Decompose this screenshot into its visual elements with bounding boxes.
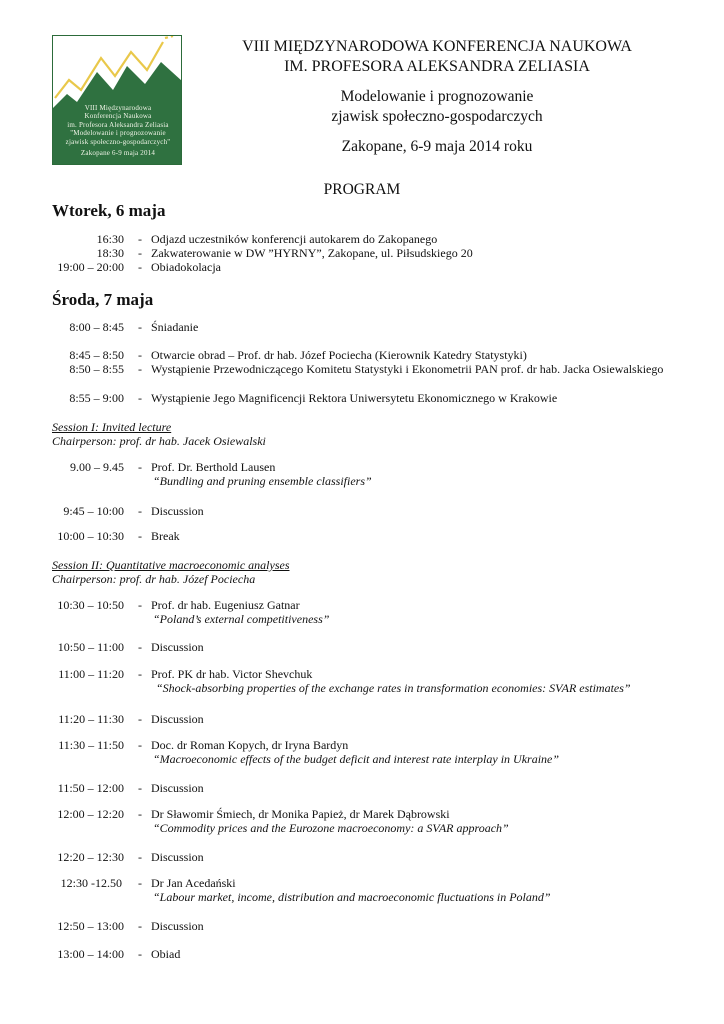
row-text (151, 738, 721, 766)
row-dash: - (138, 260, 142, 274)
row-time: 12:50 – 13:00 (57, 919, 124, 933)
session-title: Session II: Quantitative macroeconomic analyses (52, 558, 290, 572)
row-dash: - (138, 947, 142, 961)
row-dash: - (138, 232, 142, 246)
logo-line: zjawisk społeczno-gospodarczych" (65, 137, 171, 146)
day-heading-wednesday: Środa, 7 maja (52, 290, 154, 309)
row-text: Wystąpienie Jego Magnificencji Rektora Uniwersytetu Ekonomicznego w Krakowie (151, 391, 558, 405)
speaker: Dr Jan Acedański (151, 876, 236, 890)
logo-line: Konferencja Naukowa (84, 112, 152, 121)
row-time: 19:00 – 20:00 (57, 260, 124, 274)
row-dash: - (138, 738, 142, 752)
row-dash: - (138, 667, 142, 681)
row-text (151, 876, 721, 904)
row-time: 8:00 – 8:45 (69, 320, 124, 334)
row-text: Śniadanie (151, 320, 199, 334)
speaker: Doc. dr Roman Kopych, dr Iryna Bardyn (151, 738, 349, 752)
row-time: 8:55 – 9:00 (69, 391, 124, 405)
conference-subtitle (200, 87, 674, 127)
title-line-2: IM. PROFESORA ALEKSANDRA ZELIASIA (284, 58, 590, 75)
speaker: Prof. Dr. Berthold Lausen (151, 460, 276, 474)
row-text (151, 667, 721, 695)
row-time: 8:45 – 8:50 (69, 348, 124, 362)
row-time: 12:20 – 12:30 (57, 850, 124, 864)
row-time: 11:30 – 11:50 (58, 738, 124, 752)
row-text: Otwarcie obrad – Prof. dr hab. Józef Pociecha (Kierownik Katedry Statystyki) (151, 348, 527, 362)
row-text: Discussion (151, 850, 204, 864)
row-time: 10:00 – 10:30 (57, 529, 124, 543)
row-text: Discussion (151, 712, 204, 726)
row-text: Zakwaterowanie w DW ”HYRNY”, Zakopane, ul. Piłsudskiego 20 (151, 246, 473, 260)
title-line-1: VIII MIĘDZYNARODOWA KONFERENCJA NAUKOWA (242, 38, 632, 55)
talk-title: “Commodity prices and the Eurozone macroeconomy: a SVAR approach” (153, 821, 509, 835)
speaker: Dr Sławomir Śmiech, dr Monika Papież, dr Marek Dąbrowski (151, 807, 450, 821)
row-dash: - (138, 712, 142, 726)
row-dash: - (138, 850, 142, 864)
day-heading-tuesday: Wtorek, 6 maja (52, 201, 166, 220)
row-time: 16:30 (96, 232, 124, 246)
talk-title: “Labour market, income, distribution and macroeconomic fluctuations in Poland” (153, 890, 551, 904)
row-dash: - (138, 504, 142, 518)
row-time: 11:20 – 11:30 (58, 712, 124, 726)
row-dash: - (138, 781, 142, 795)
place-date: Zakopane, 6-9 maja 2014 roku (341, 138, 533, 155)
row-text (151, 460, 721, 488)
session-chair: Chairperson: prof. dr hab. Józef Pociecha (52, 572, 256, 586)
talk-title: “Macroeconomic effects of the budget deficit and interest rate interplay in Ukraine” (153, 752, 560, 766)
row-time: 12:00 – 12:20 (57, 807, 124, 821)
row-time: 10:30 – 10:50 (57, 598, 124, 612)
row-time: 9:45 – 10:00 (63, 504, 124, 518)
row-text: Odjazd uczestników konferencji autokarem do Zakopanego (151, 232, 438, 246)
conference-logo (52, 35, 182, 165)
speaker: Prof. dr hab. Eugeniusz Gatnar (151, 598, 300, 612)
row-dash: - (138, 640, 142, 654)
row-text: Obiad (151, 947, 181, 961)
row-time: 13:00 – 14:00 (57, 947, 124, 961)
conference-title (200, 37, 674, 77)
logo-line: VIII Międzynarodowa (84, 104, 152, 112)
row-time: 18:30 (96, 246, 124, 260)
session-chair: Chairperson: prof. dr hab. Jacek Osiewalski (52, 434, 266, 448)
row-dash: - (138, 391, 142, 405)
speaker: Prof. PK dr hab. Victor Shevchuk (151, 667, 313, 681)
row-dash: - (138, 362, 142, 376)
session-1-header (52, 420, 266, 448)
row-time: 11:50 – 12:00 (57, 781, 124, 795)
row-dash: - (138, 598, 142, 612)
row-text: Obiadokolacja (151, 260, 221, 274)
talk-title: “Poland’s external competitiveness” (153, 612, 330, 626)
row-dash: - (138, 529, 142, 543)
logo-line: Zakopane 6-9 maja 2014 (80, 149, 156, 158)
logo-caption (53, 104, 182, 157)
row-time: 12:30 -12.50 (60, 876, 122, 890)
talk-title: “Shock-absorbing properties of the exchange rates in transformation economies: SVAR estimates” (153, 681, 631, 695)
row-dash: - (138, 876, 142, 890)
row-dash: - (138, 320, 142, 334)
program-heading: PROGRAM (323, 181, 401, 198)
logo-line: im. Profesora Aleksandra Zeliasia (67, 120, 169, 129)
row-text: Discussion (151, 919, 204, 933)
row-time: 11:00 – 11:20 (58, 667, 124, 681)
row-dash: - (138, 246, 142, 260)
session-2-header (52, 558, 290, 586)
row-text: Discussion (151, 640, 204, 654)
row-text: Wystąpienie Przewodniczącego Komitetu Statystyki i Ekonometrii PAN prof. dr hab. Jacka Osiewalskiego (151, 362, 664, 376)
row-time: 10:50 – 11:00 (57, 640, 124, 654)
session-title: Session I: Invited lecture (52, 420, 172, 434)
talk-title: “Bundling and pruning ensemble classifiers” (153, 474, 372, 488)
subtitle-line-2: zjawisk społeczno-gospodarczych (331, 108, 543, 125)
row-dash: - (138, 460, 142, 474)
row-dash: - (138, 807, 142, 821)
row-time: 8:50 – 8:55 (69, 362, 124, 376)
row-dash: - (138, 919, 142, 933)
row-text: Discussion (151, 781, 204, 795)
row-text (151, 598, 721, 626)
row-dash: - (138, 348, 142, 362)
row-text: Discussion (151, 504, 204, 518)
subtitle-line-1: Modelowanie i prognozowanie (340, 88, 534, 105)
row-text (151, 807, 721, 835)
row-text: Break (151, 529, 180, 543)
logo-line: "Modelowanie i prognozowanie (70, 129, 166, 138)
row-time: 9.00 – 9.45 (70, 460, 124, 474)
